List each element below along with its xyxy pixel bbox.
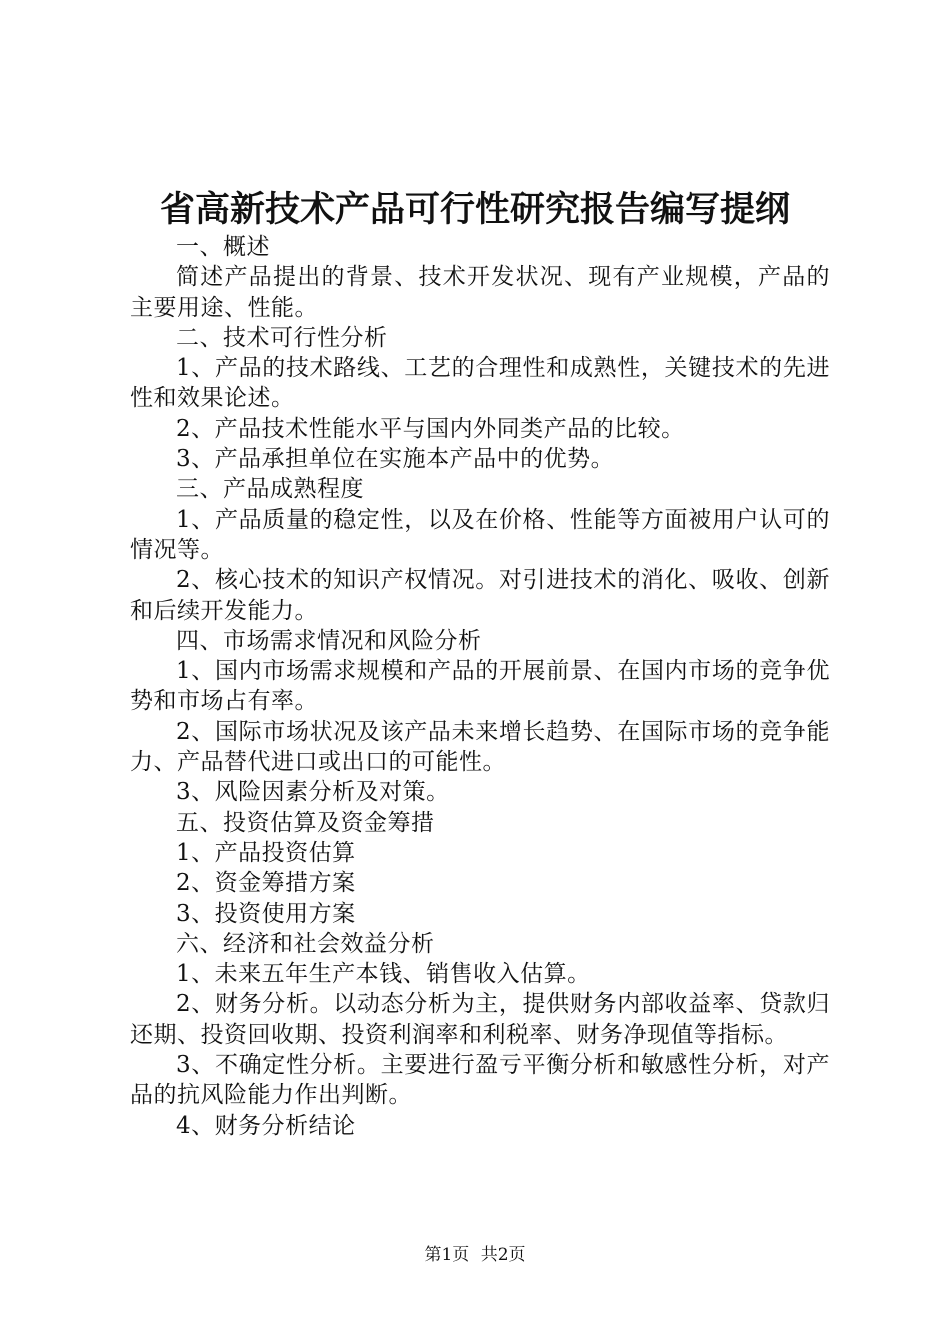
total-pages: 共2页 <box>480 1245 526 1265</box>
paragraph: 2、核心技术的知识产权情况。对引进技术的消化、吸收、创新和后续开发能力。 <box>130 567 830 624</box>
document-body <box>130 232 830 1141</box>
paragraph: 3、产品承担单位在实施本产品中的优势。 <box>176 446 615 473</box>
paragraph: 1、产品投资估算 <box>176 839 356 866</box>
page-number: 第1页 <box>424 1245 470 1265</box>
paragraph: 2、财务分析。以动态分析为主，提供财务内部收益率、贷款归还期、投资回收期、投资利润率和利税率、财务净现值等指标。 <box>130 991 830 1048</box>
section-heading-overview: 一、概述 <box>176 234 270 260</box>
paragraph: 1、未来五年生产本钱、销售收入估算。 <box>176 961 591 988</box>
paragraph: 1、产品质量的稳定性，以及在价格、性能等方面被用户认可的情况等。 <box>130 506 830 563</box>
paragraph: 简述产品提出的背景、技术开发状况、现有产业规模，产品的主要用途、性能。 <box>130 264 830 321</box>
section-heading-technical-feasibility: 二、技术可行性分析 <box>176 324 388 351</box>
paragraph: 4、财务分析结论 <box>176 1112 356 1139</box>
paragraph: 3、风险因素分析及对策。 <box>176 779 450 806</box>
paragraph: 3、投资使用方案 <box>176 900 356 927</box>
paragraph: 2、产品技术性能水平与国内外同类产品的比较。 <box>176 415 685 442</box>
paragraph: 1、产品的技术路线、工艺的合理性和成熟性，关键技术的先进性和效果论述。 <box>130 355 830 412</box>
section-heading-investment: 五、投资估算及资金筹措 <box>176 809 435 836</box>
paragraph: 2、国际市场状况及该产品未来增长趋势、在国际市场的竞争能力、产品替代进口或出口的可能性。 <box>130 718 830 776</box>
section-heading-product-maturity: 三、产品成熟程度 <box>176 476 364 503</box>
section-heading-economic-benefit: 六、经济和社会效益分析 <box>176 930 435 957</box>
paragraph: 2、资金筹措方案 <box>176 870 356 897</box>
paragraph: 1、国内市场需求规模和产品的开展前景、在国内市场的竞争优势和市场占有率。 <box>130 658 830 715</box>
document-title: 省高新技术产品可行性研究报告编写提纲 <box>159 190 790 230</box>
section-heading-market-risk: 四、市场需求情况和风险分析 <box>176 627 482 654</box>
paragraph: 3、不确定性分析。主要进行盈亏平衡分析和敏感性分析，对产品的抗风险能力作出判断。 <box>130 1052 830 1109</box>
page-footer <box>0 1243 950 1267</box>
